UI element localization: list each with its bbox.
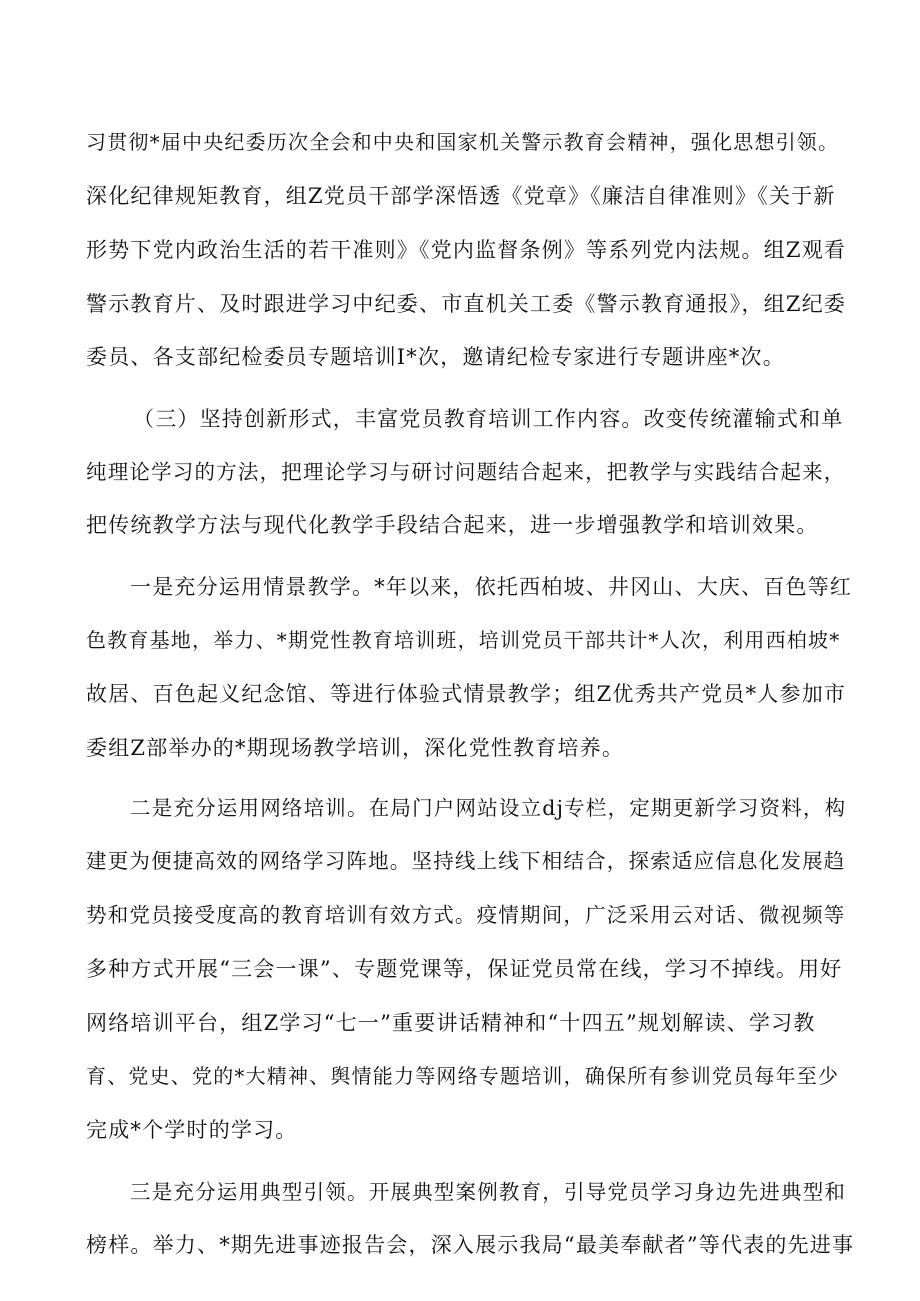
paragraph-line: 警示教育片、及时跟进学习中纪委、市直机关工委《警示教育通报》，组Z纪委 [86,292,847,316]
paragraph-line: 多种方式开展“三会一课”、专题党课等，保证党员常在线，学习不掉线。用好 [86,957,843,981]
paragraph-line: 委组Z部举办的*期现场教学培训，深化党性教育培养。 [86,736,625,760]
paragraph-line: 二是充分运用网络培训。在局门户网站设立dj专栏，定期更新学习资料，构 [130,796,847,820]
paragraph-line: 色教育基地，举力、*期党性教育培训班，培训党员干部共计*人次，利用西柏坡* [86,628,841,652]
paragraph-line: 深化纪律规矩教育，组Z党员干部学深悟透《党章》《廉洁自律准则》《关于新 [86,184,836,208]
paragraph-line: 形势下党内政治生活的若干准则》《党内监督条例》等系列党内法规。组Z观看 [86,238,847,262]
paragraph-line: 一是充分运用情景教学。*年以来，依托西柏坡、井冈山、大庆、百色等红 [130,575,853,599]
paragraph-line: 榜样。举力、*期先进事迹报告会，深入展示我局“最美奉献者”等代表的先进事 [86,1233,855,1257]
paragraph-line: 故居、百色起义纪念馆、等进行体验式情景教学；组Z优秀共产党员*人参加市 [86,682,847,706]
paragraph-line: 势和党员接受度高的教育培训有效方式。疫情期间，广泛采用云对话、微视频等 [86,903,846,927]
paragraph-line: 习贯彻*届中央纪委历次全会和中央和国家机关警示教育会精神，强化思想引领。 [86,130,840,154]
paragraph-line: 完成*个学时的学习。 [86,1118,298,1142]
paragraph-line: 纯理论学习的方法，把理论学习与研讨问题结合起来，把教学与实践结合起来， [86,460,846,484]
paragraph-line: 委员、各支部纪检委员专题培训I*次，邀请纪检专家进行专题讲座*次。 [86,345,785,369]
paragraph-line: （三）坚持创新形式，丰富党员教育培训工作内容。改变传统灌输式和单 [133,407,844,431]
paragraph-line: 网络培训平台，组Z学习“七一”重要讲话精神和“十四五”规划解读、学习教 [86,1011,816,1035]
paragraph-line: 育、党史、党的*大精神、舆情能力等网络专题培训，确保所有参训党员每年至少 [86,1064,840,1088]
paragraph-line: 建更为便捷高效的网络学习阵地。坚持线上线下相结合，探索适应信息化发展趋 [86,849,846,873]
paragraph-line: 三是充分运用典型引领。开展典型案例教育，引导党员学习身边先进典型和 [130,1180,847,1204]
paragraph-line: 把传统教学方法与现代化教学手段结合起来，进一步增强教学和培训效果。 [86,513,819,537]
